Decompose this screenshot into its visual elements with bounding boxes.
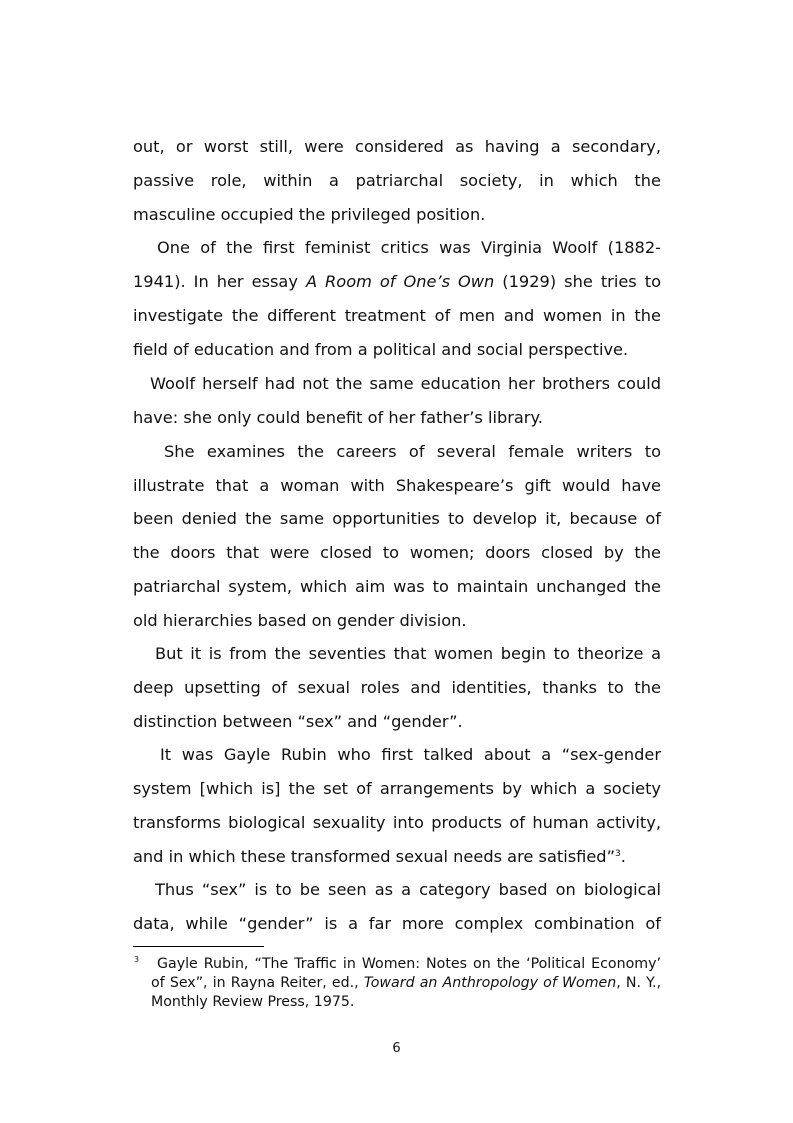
body-line: system [which is] the set of arrangements by which a society <box>133 779 661 798</box>
body-line: investigate the different treatment of men and women in the <box>133 306 661 325</box>
body-line: data, while “gender” is a far more complex combination of <box>133 914 661 933</box>
body-line: been denied the same opportunities to develop it, because of <box>133 509 661 528</box>
footnote-line: Gayle Rubin, “The Traffic in Women: Notes on the ‘Political Economy’ <box>157 956 661 972</box>
body-line: distinction between “sex” and “gender”. <box>133 712 463 731</box>
body-line: Thus “sex” is to be seen as a category based on biological <box>155 880 661 899</box>
body-line: and in which these transformed sexual needs are satisfied”$^3$. <box>133 847 626 866</box>
body-line: patriarchal system, which aim was to maintain unchanged the <box>133 577 661 596</box>
body-line: But it is from the seventies that women begin to theorize a <box>155 644 661 663</box>
body-line: Woolf herself had not the same education her brothers could <box>150 374 661 393</box>
body-line: One of the first feminist critics was Virginia Woolf (1882- <box>157 238 661 257</box>
body-line: masculine occupied the privileged position. <box>133 205 486 224</box>
book-title: A Room of One’s Own <box>305 272 495 291</box>
body-line-text: and in which these transformed sexual needs are satisfied” <box>133 847 615 866</box>
footnote-reference: 3 <box>614 849 621 859</box>
body-line: have: she only could benefit of her father’s library. <box>133 408 543 427</box>
footnote-book-title: Toward an Anthropology of Women <box>363 975 617 991</box>
body-line: illustrate that a woman with Shakespeare’s gift would have <box>133 476 661 495</box>
body-line-text: 1941). In her essay <box>133 272 306 291</box>
body-line: deep upsetting of sexual roles and identities, thanks to the <box>133 678 661 697</box>
body-line: out, or worst still, were considered as having a secondary, <box>133 137 661 156</box>
body-line: old hierarchies based on gender division. <box>133 611 467 630</box>
body-line: It was Gayle Rubin who first talked about a “sex-gender <box>160 745 661 764</box>
body-line: transforms biological sexuality into products of human activity, <box>133 813 661 832</box>
body-line: passive role, within a patriarchal society, in which the <box>133 171 661 190</box>
footnote-separator <box>133 946 264 947</box>
body-line: the doors that were closed to women; doors closed by the <box>133 543 661 562</box>
body-line: She examines the careers of several female writers to <box>164 442 661 461</box>
body-line: field of education and from a political and social perspective. <box>133 340 629 359</box>
footnote-text: of Sex”, in Rayna Reiter, ed., <box>151 975 364 991</box>
footnote-line <box>151 974 661 992</box>
body-line <box>133 272 661 292</box>
footnote-line: Monthly Review Press, 1975. <box>151 994 355 1010</box>
footnote-mark: 3 <box>134 955 140 964</box>
page-number: 6 <box>392 1041 401 1056</box>
footnote-text: , N. Y., <box>616 975 661 991</box>
body-line-text: (1929) she tries to <box>494 272 661 291</box>
